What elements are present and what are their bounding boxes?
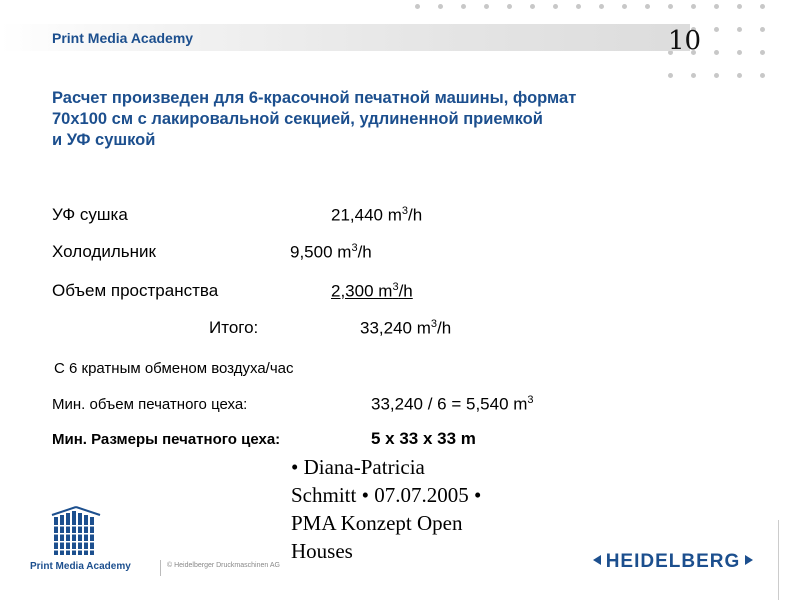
footer-note <box>291 453 531 565</box>
heidelberg-logo-text: HEIDELBERG <box>605 551 741 571</box>
dot <box>576 4 581 9</box>
dot <box>760 73 765 78</box>
building-logo-icon <box>50 505 102 557</box>
min-size-value: 5 x 33 x 33 m <box>371 429 476 448</box>
dot <box>737 73 742 78</box>
min-size-label: Мин. Размеры печатного цеха: <box>52 431 281 448</box>
item-label-room-volume: Объем пространства <box>52 281 219 300</box>
value-number: 9,500 m <box>290 242 352 262</box>
value-unit: /h <box>398 281 413 301</box>
footer-note-line-1: • Diana-Patricia <box>291 455 425 479</box>
dot <box>484 4 489 9</box>
item-label-cooler: Холодильник <box>52 242 156 261</box>
value-superscript: 3 <box>430 318 438 330</box>
copyright: © Heidelberger Druckmaschinen AG <box>167 562 280 569</box>
footer-note-line-3: PMA Konzept Open <box>291 511 463 535</box>
value-number: 33,240 / 6 = 5,540 m <box>371 394 528 414</box>
value-number: 21,440 m <box>331 205 402 225</box>
dot <box>714 27 719 32</box>
value-unit: /h <box>357 242 372 262</box>
footer-note-line-2: Schmitt • 07.07.2005 • <box>291 483 482 507</box>
dot <box>645 4 650 9</box>
total-value <box>360 318 451 339</box>
value-unit: /h <box>437 318 452 338</box>
dot <box>691 73 696 78</box>
footer-logo-text: Print Media Academy <box>30 561 131 572</box>
slide-heading <box>52 88 712 151</box>
dot <box>760 4 765 9</box>
dot <box>668 73 673 78</box>
air-exchange-note: С 6 кратным обменом воздуха/час <box>54 360 294 377</box>
page-number: 10 <box>668 26 702 56</box>
item-value-uv-dryer <box>331 205 422 226</box>
total-label: Итого: <box>209 318 259 337</box>
dot <box>507 4 512 9</box>
value-superscript: 3 <box>351 242 358 254</box>
value-superscript: 3 <box>527 394 534 406</box>
dot <box>668 4 673 9</box>
value-number: 2,300 m <box>331 281 393 301</box>
header-brand: Print Media Academy <box>52 30 194 46</box>
heading-line-1: Расчет произведен для 6-красочной печатной машины, формат <box>52 89 577 107</box>
dot <box>553 4 558 9</box>
dot <box>714 73 719 78</box>
value-unit: /h <box>408 205 423 225</box>
heading-line-2: 70x100 см с лакировальной секцией, удлиненной приемкой <box>52 110 543 128</box>
min-volume-label: Мин. объем печатного цеха: <box>52 396 248 413</box>
footer-vertical-line <box>778 520 779 600</box>
dot <box>530 4 535 9</box>
dot <box>415 4 420 9</box>
dot <box>760 27 765 32</box>
dot <box>737 4 742 9</box>
heidelberg-logo <box>593 549 753 571</box>
dot <box>737 27 742 32</box>
heading-line-3: и УФ сушкой <box>52 131 156 149</box>
item-value-room-volume <box>331 281 413 302</box>
value-number: 33,240 m <box>360 318 431 338</box>
value-superscript: 3 <box>401 205 409 217</box>
value-superscript: 3 <box>392 281 399 293</box>
dot <box>691 4 696 9</box>
item-value-cooler <box>290 242 372 263</box>
dot <box>461 4 466 9</box>
dot <box>599 4 604 9</box>
dot <box>714 4 719 9</box>
footer-divider <box>160 560 161 576</box>
dot <box>760 50 765 55</box>
min-volume-value <box>371 394 534 415</box>
item-label-uv-dryer: УФ сушка <box>52 205 128 224</box>
dot <box>714 50 719 55</box>
footer-note-line-4: Houses <box>291 539 353 563</box>
dot <box>737 50 742 55</box>
dot <box>622 4 627 9</box>
dot <box>438 4 443 9</box>
